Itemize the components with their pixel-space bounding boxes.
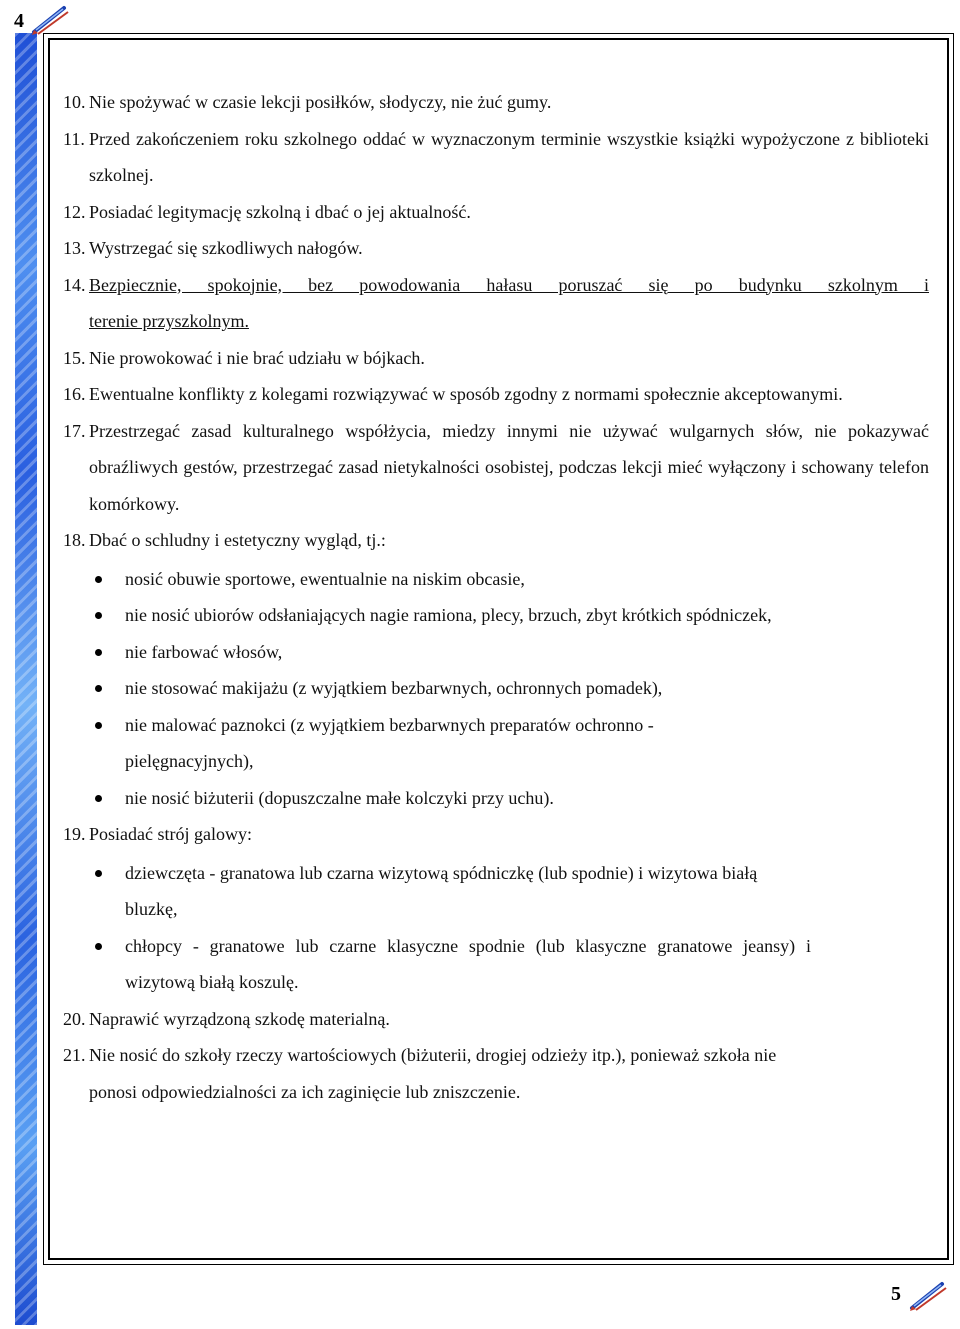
item-number: 19. xyxy=(63,824,86,844)
bullet-item xyxy=(63,707,929,780)
item-text: Nie prowokować i nie brać udziału w bójkach. xyxy=(89,347,425,368)
pen-icon xyxy=(908,1278,948,1312)
item-number: 14. xyxy=(63,274,86,295)
bullet-text: nosić obuwie sportowe, ewentualnie na niskim obcasie, xyxy=(125,568,525,589)
item-number: 21. xyxy=(63,1045,86,1065)
item-text: Nie spożywać w czasie lekcji posiłków, słodyczy, nie żuć gumy. xyxy=(89,92,552,112)
bullet-item xyxy=(63,561,929,598)
pen-icon xyxy=(30,4,70,36)
list-item xyxy=(63,267,929,340)
bullet-item xyxy=(63,670,929,707)
bullet-item xyxy=(63,928,929,1001)
item-number: 12. xyxy=(63,201,86,222)
bullet-text: dziewczęta - granatowa lub czarna wizytową spódniczkę (lub spodnie) i wizytowa białą bluzkę, xyxy=(125,862,758,919)
list-item xyxy=(63,84,929,121)
item-text-line: terenie przyszkolnym. xyxy=(89,311,249,331)
list-item xyxy=(63,194,929,231)
bullet-text: nie nosić biżuterii (dopuszczalne małe kolczyki przy uchu). xyxy=(125,787,554,808)
item-text-line: Bezpiecznie, spokojnie, bez powodowania hałasu poruszać się po budynku szkolnym i xyxy=(89,274,929,295)
bullet-icon xyxy=(95,576,102,583)
item-text: Przed zakończeniem roku szkolnego oddać w wyznaczonym terminie wszystkie książki wypożyczone z biblioteki szkolnej. xyxy=(89,128,929,185)
bullet-item xyxy=(63,855,929,928)
appearance-bullet-list xyxy=(63,561,929,817)
item-number: 17. xyxy=(63,420,86,441)
list-item xyxy=(63,121,929,194)
item-number: 15. xyxy=(63,347,86,368)
bullet-text: nie nosić ubiorów odsłaniających nagie ramiona, plecy, brzuch, zbyt krótkich spódniczek, xyxy=(125,605,772,625)
page-number-bottom: 5 xyxy=(891,1283,901,1305)
rules-list xyxy=(63,84,929,1110)
bullet-icon xyxy=(95,612,102,619)
item-text: Posiadać strój galowy: xyxy=(89,824,252,844)
item-number: 11. xyxy=(63,128,85,149)
list-item xyxy=(63,816,929,853)
item-text: Naprawić wyrządzoną szkodę materialną. xyxy=(89,1008,390,1029)
item-number: 13. xyxy=(63,238,86,258)
item-number: 20. xyxy=(63,1008,86,1029)
item-text: Ewentualne konflikty z kolegami rozwiązywać w sposób zgodny z normami społecznie akceptowanymi. xyxy=(89,384,843,404)
bullet-text: nie farbować włosów, xyxy=(125,641,283,662)
list-item xyxy=(63,1037,929,1110)
page-number-top: 4 xyxy=(14,10,24,32)
bullet-icon xyxy=(95,685,102,692)
item-text: Wystrzegać się szkodliwych nałogów. xyxy=(89,238,363,258)
item-text: Przestrzegać zasad kulturalnego współżycia, miedzy innymi nie używać wulgarnych słów, nie pokazywać obraźliwych gestów, przestrzegać zasad nietykalności osobistej, podczas lekcji mieć wyłączony i schowany telefon komórkowy. xyxy=(89,420,929,514)
bullet-item xyxy=(63,634,929,671)
list-item xyxy=(63,522,929,559)
item-number: 18. xyxy=(63,530,86,550)
bullet-text: nie stosować makijażu (z wyjątkiem bezbarwnych, ochronnych pomadek), xyxy=(125,678,663,698)
bullet-text: nie malować paznokci (z wyjątkiem bezbarwnych preparatów ochronno - pielęgnacyjnych), xyxy=(125,714,654,771)
item-number: 10. xyxy=(63,92,86,112)
bullet-item xyxy=(63,597,929,634)
bullet-icon xyxy=(95,722,102,729)
bullet-icon xyxy=(95,943,102,950)
bullet-text: chłopcy - granatowe lub czarne klasyczne spodnie (lub klasyczne granatowe jeansy) i wizytową białą koszulę. xyxy=(125,935,811,992)
bullet-icon xyxy=(95,649,102,656)
item-text: Nie nosić do szkoły rzeczy wartościowych (biżuterii, drogiej odzieży itp.), ponieważ szkoła nie ponosi odpowiedzialności za ich zaginięcie lub zniszczenie. xyxy=(89,1045,777,1102)
list-item xyxy=(63,413,929,523)
bullet-icon xyxy=(95,795,102,802)
decorative-side-stripe xyxy=(15,33,37,1325)
item-text: Posiadać legitymację szkolną i dbać o jej aktualność. xyxy=(89,201,471,222)
bullet-icon xyxy=(95,870,102,877)
list-item xyxy=(63,376,929,413)
list-item xyxy=(63,230,929,267)
item-text: Dbać o schludny i estetyczny wygląd, tj.: xyxy=(89,530,386,550)
bullet-item xyxy=(63,780,929,817)
item-number: 16. xyxy=(63,384,86,404)
list-item xyxy=(63,1001,929,1038)
list-item xyxy=(63,340,929,377)
formal-bullet-list xyxy=(63,855,929,1001)
